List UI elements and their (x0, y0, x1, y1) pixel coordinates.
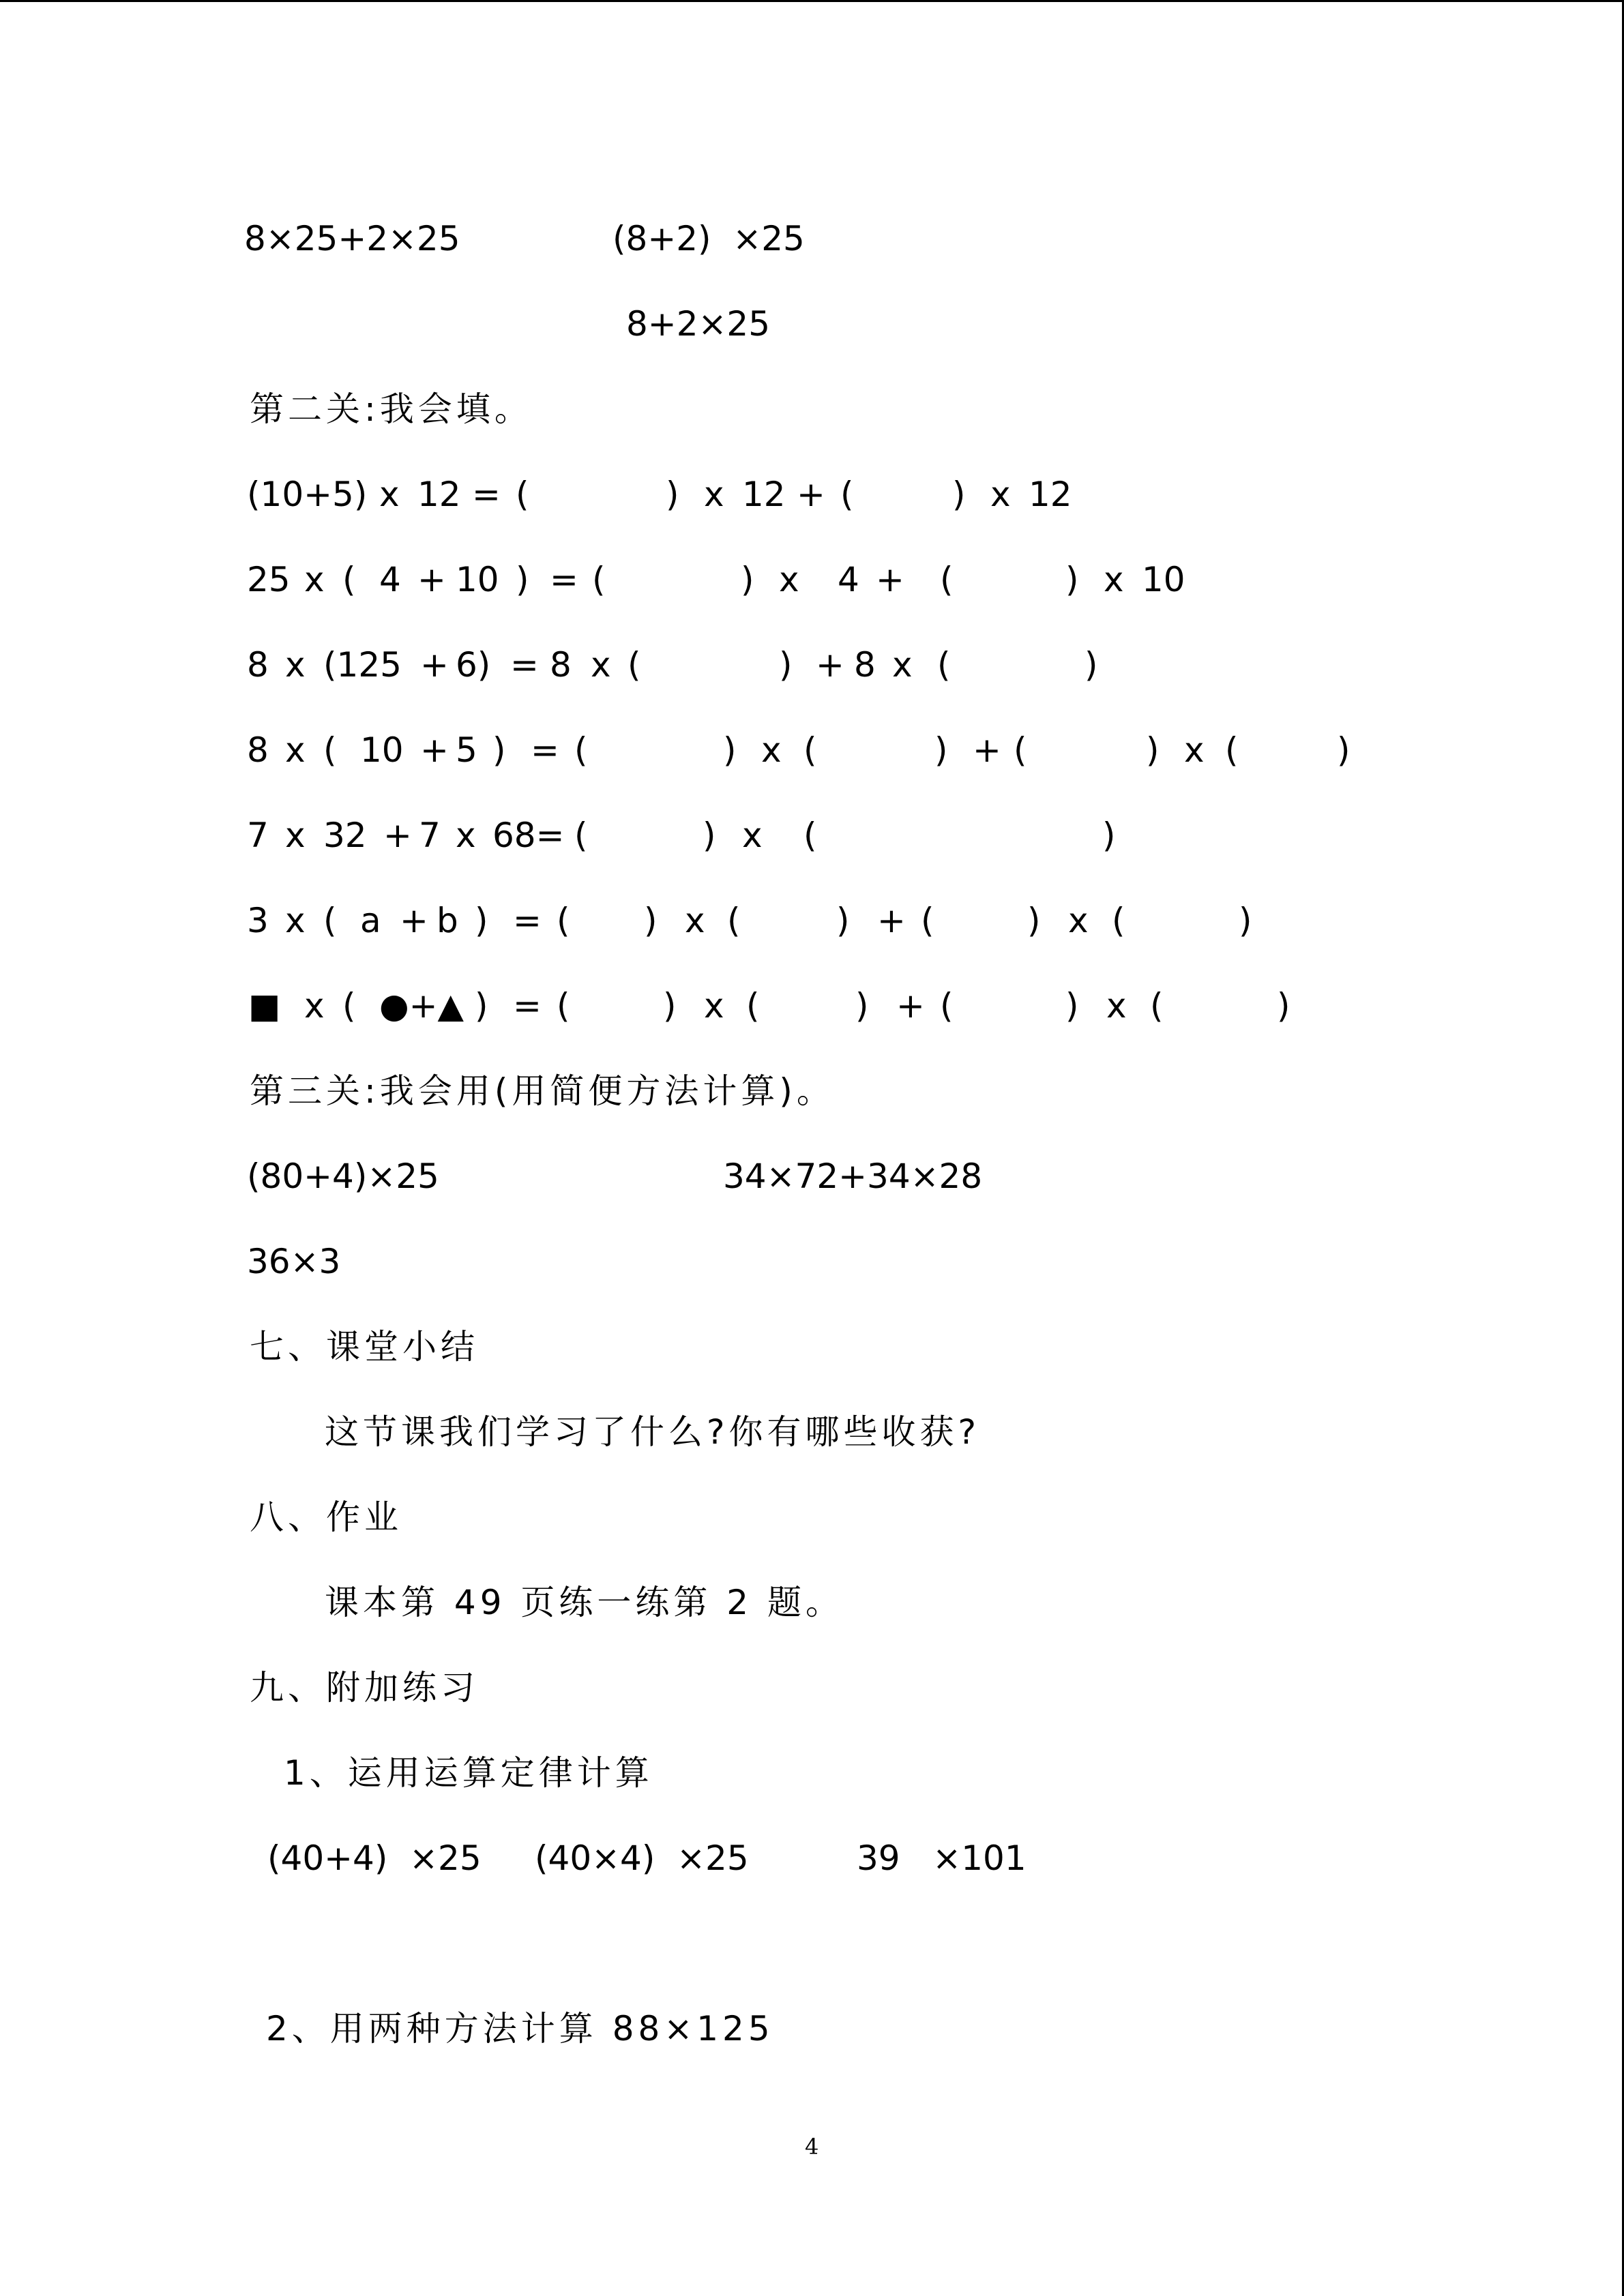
blank-close: ) (1065, 986, 1079, 1026)
blank-open: ( (1225, 730, 1239, 770)
row-token: x (456, 816, 476, 855)
blank-open: ( (940, 560, 954, 599)
homework-text: 课本第 49 页练一练第 2 题。 (325, 1583, 844, 1622)
page-top-border (0, 0, 1624, 2)
row-token: = (531, 730, 559, 770)
section-heading-level-2: 第二关:我会填。 (250, 389, 533, 429)
row-token: x (742, 816, 763, 855)
blank-open: ( (628, 645, 641, 685)
row-token: x (285, 901, 306, 940)
blank-close: ) (1084, 645, 1098, 685)
row-token: x (591, 645, 611, 685)
extra-practice-item-2: 2、用两种方法计算 88×125 (266, 2009, 774, 2048)
expression-8-plus-2x25: 8+2×25 (626, 304, 771, 344)
blank-open: ( (803, 816, 817, 855)
row-token: 4 (838, 560, 859, 599)
row-token: 8 (550, 645, 572, 685)
blank-close: ) (779, 645, 793, 685)
row-token: 10 (1142, 560, 1185, 599)
blank-open: ( (746, 986, 760, 1026)
row-token: + (973, 730, 1001, 770)
row-token: x (990, 475, 1011, 514)
blank-close: ) (644, 901, 658, 940)
expression-39x101: 39 ×101 (857, 1838, 1027, 1878)
blank-open: ( (557, 901, 570, 940)
row-token: 12 (742, 475, 786, 514)
row-token: + (420, 730, 449, 770)
black-square-symbol: ■ (248, 986, 281, 1026)
row-token: + (896, 986, 925, 1026)
section-heading-class-summary: 七、课堂小结 (250, 1327, 479, 1367)
blank-open: ( (803, 730, 817, 770)
blank-close: ) (855, 986, 869, 1026)
row-token: b (437, 901, 458, 940)
blank-open: ( (1150, 986, 1164, 1026)
row-token: 10 (360, 730, 404, 770)
row-token: ( (323, 730, 337, 770)
row-token: ) (475, 901, 488, 940)
row-token: x (304, 986, 325, 1026)
row-token: x (779, 560, 799, 599)
expression-80-plus-4-times-25: (80+4)×25 (247, 1157, 439, 1196)
blank-close: ) (1239, 901, 1252, 940)
blank-open: ( (937, 645, 951, 685)
row-token: x (379, 475, 400, 514)
row-token: x (1106, 986, 1127, 1026)
expression-40x4-times-25: (40×4) ×25 (535, 1838, 749, 1878)
blank-open: ( (940, 986, 954, 1026)
blank-close: ) (836, 901, 850, 940)
row-token: x (892, 645, 913, 685)
blank-close: ) (663, 986, 677, 1026)
row-token: ( (342, 560, 356, 599)
row-token: x (285, 816, 306, 855)
row-token: x (685, 901, 705, 940)
row-token: 6) (456, 645, 491, 685)
row-token: 12 (417, 475, 461, 514)
blank-close: ) (741, 560, 754, 599)
blank-close: ) (934, 730, 948, 770)
row-token: x (304, 560, 325, 599)
blank-open: ( (574, 730, 588, 770)
blank-open: ( (516, 475, 529, 514)
row-token: 7 (419, 816, 441, 855)
row-token: + (420, 645, 449, 685)
blank-open: ( (557, 986, 570, 1026)
blank-close: ) (723, 730, 737, 770)
section-heading-homework: 八、作业 (250, 1497, 402, 1537)
row-token: 25 (247, 560, 291, 599)
row-token: x (285, 730, 306, 770)
row-token: 8 (247, 730, 269, 770)
class-summary-question: 这节课我们学习了什么?你有哪些收获? (325, 1412, 981, 1452)
blank-close: ) (1102, 816, 1116, 855)
row-token: = (510, 645, 539, 685)
row-token: = (513, 986, 542, 1026)
row-token: + (876, 560, 904, 599)
row-token: (10+5) (247, 475, 368, 514)
blank-open: ( (840, 475, 854, 514)
blank-open: ( (1112, 901, 1125, 940)
row-token: 8 (854, 645, 876, 685)
row-token: + (816, 645, 844, 685)
row-token: x (704, 475, 724, 514)
row-token: 68= (492, 816, 565, 855)
expression-8-plus-2-times-25: (8+2) ×25 (612, 219, 805, 258)
blank-open: ( (727, 901, 741, 940)
extra-practice-item-1: 1、运用运算定律计算 (284, 1753, 653, 1793)
section-heading-extra-practice: 九、附加练习 (250, 1668, 479, 1708)
row-token: 3 (247, 901, 269, 940)
expression-34x72-plus-34x28: 34×72+34×28 (723, 1157, 983, 1196)
blank-close: ) (1337, 730, 1350, 770)
row-token: x (1184, 730, 1205, 770)
row-token: 8 (247, 645, 269, 685)
row-token: x (1068, 901, 1089, 940)
row-token: ) (475, 986, 488, 1026)
blank-close: ) (1146, 730, 1160, 770)
row-token: ) (492, 730, 506, 770)
expression-40-plus-4-times-25: (40+4) ×25 (267, 1838, 482, 1878)
row-token: a (360, 901, 381, 940)
row-token: 5 (456, 730, 477, 770)
row-token: = (513, 901, 542, 940)
row-token: + (417, 560, 446, 599)
blank-close: ) (1027, 901, 1041, 940)
expression-36x3: 36×3 (247, 1242, 341, 1281)
page-number: 4 (805, 2134, 819, 2160)
row-token: + (877, 901, 906, 940)
row-token: x (1104, 560, 1124, 599)
row-token: = (550, 560, 578, 599)
row-token: 10 (456, 560, 499, 599)
row-token: + (383, 816, 412, 855)
row-token: (125 (323, 645, 402, 685)
blank-open: ( (592, 560, 606, 599)
blank-close: ) (1277, 986, 1290, 1026)
circle-plus-triangle-symbols: ●+▲ (379, 986, 464, 1026)
row-token: 7 (247, 816, 269, 855)
row-token: x (704, 986, 724, 1026)
blank-close: ) (1065, 560, 1079, 599)
row-token: x (761, 730, 782, 770)
row-token: 12 (1029, 475, 1072, 514)
blank-close: ) (666, 475, 679, 514)
expression-8x25-plus-2x25: 8×25+2×25 (244, 219, 460, 258)
row-token: + (400, 901, 428, 940)
section-heading-level-3: 第三关:我会用(用简便方法计算)。 (250, 1071, 835, 1111)
row-token: 4 (379, 560, 401, 599)
blank-open: ( (921, 901, 934, 940)
blank-close: ) (703, 816, 716, 855)
row-token: 32 (323, 816, 367, 855)
blank-open: ( (574, 816, 588, 855)
blank-open: ( (1014, 730, 1027, 770)
blank-close: ) (952, 475, 966, 514)
row-token: ( (323, 901, 337, 940)
row-token: + (797, 475, 825, 514)
row-token: x (285, 645, 306, 685)
row-token: ) (516, 560, 529, 599)
row-token: ( (342, 986, 356, 1026)
row-token: = (472, 475, 501, 514)
